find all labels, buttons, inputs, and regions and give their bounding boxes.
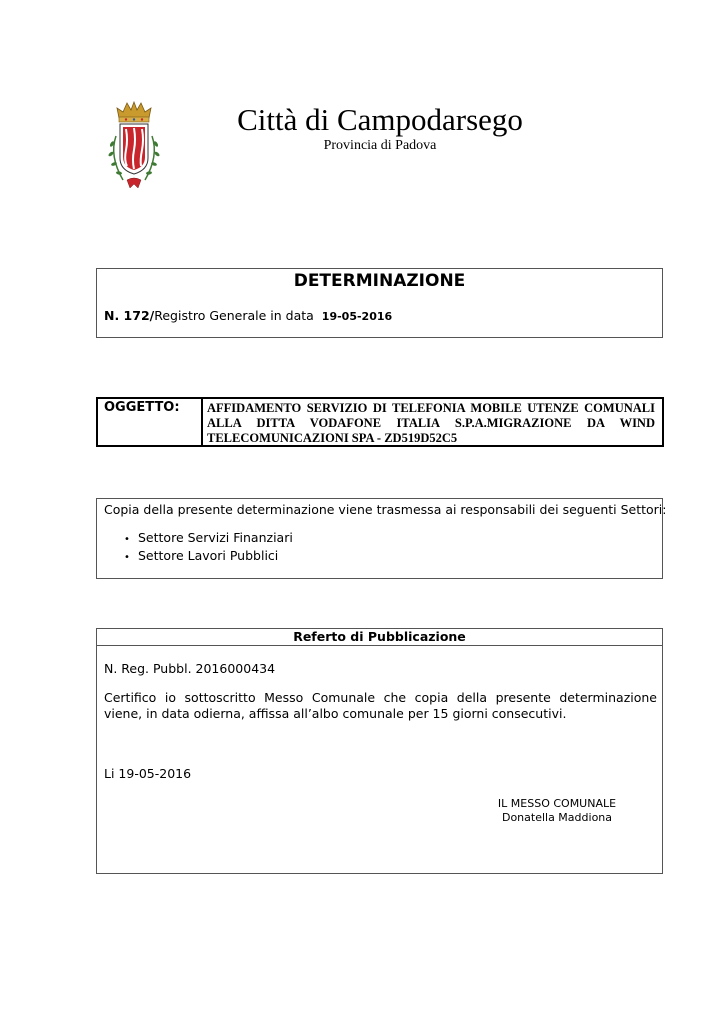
determinazione-number: N. 172/	[104, 308, 155, 323]
signer-role: IL MESSO COMUNALE	[497, 797, 617, 810]
determinazione-box	[96, 268, 663, 338]
city-title: Città di Campodarsego	[237, 102, 523, 137]
list-item	[124, 530, 293, 548]
province-subtitle: Provincia di Padova	[323, 138, 437, 153]
copia-box	[96, 498, 667, 579]
settore-label: Settore Servizi Finanziari	[138, 530, 293, 545]
oggetto-box	[96, 397, 664, 447]
referto-box	[96, 628, 663, 874]
determinazione-title: DETERMINAZIONE	[293, 271, 466, 291]
settori-list	[124, 530, 293, 566]
list-item	[124, 548, 293, 566]
oggetto-divider	[201, 399, 203, 445]
oggetto-text: AFFIDAMENTO SERVIZIO DI TELEFONIA MOBILE UTENZE COMUNALI ALLA DITTA VODAFONE ITALIA S.P.A.MIGRAZIONE DA WIND TELECOMUNICAZIONI SPA - ZD519D52C5	[207, 401, 655, 445]
city-crest-icon	[101, 100, 167, 192]
signer-name: Donatella Maddiona	[501, 811, 613, 824]
referto-date: Li 19-05-2016	[104, 766, 192, 781]
oggetto-label: OGGETTO:	[104, 400, 180, 415]
determinazione-date: 19-05-2016	[321, 310, 393, 323]
copia-intro: Copia della presente determinazione viene trasmessa ai responsabili dei seguenti Settori:	[104, 502, 667, 517]
settore-label: Settore Lavori Pubblici	[138, 548, 279, 563]
register-text: Registro Generale in data	[154, 308, 314, 323]
registration-number: N. Reg. Pubbl. 2016000434	[104, 661, 276, 676]
referto-title: Referto di Pubblicazione	[97, 629, 662, 646]
determinazione-number-line	[104, 308, 392, 323]
certification-text: Certifico io sottoscritto Messo Comunale che copia della presente determinazione viene, in data odierna, affissa all’albo comunale per 15 giorni consecutivi.	[104, 690, 657, 721]
signature-block	[477, 797, 637, 825]
